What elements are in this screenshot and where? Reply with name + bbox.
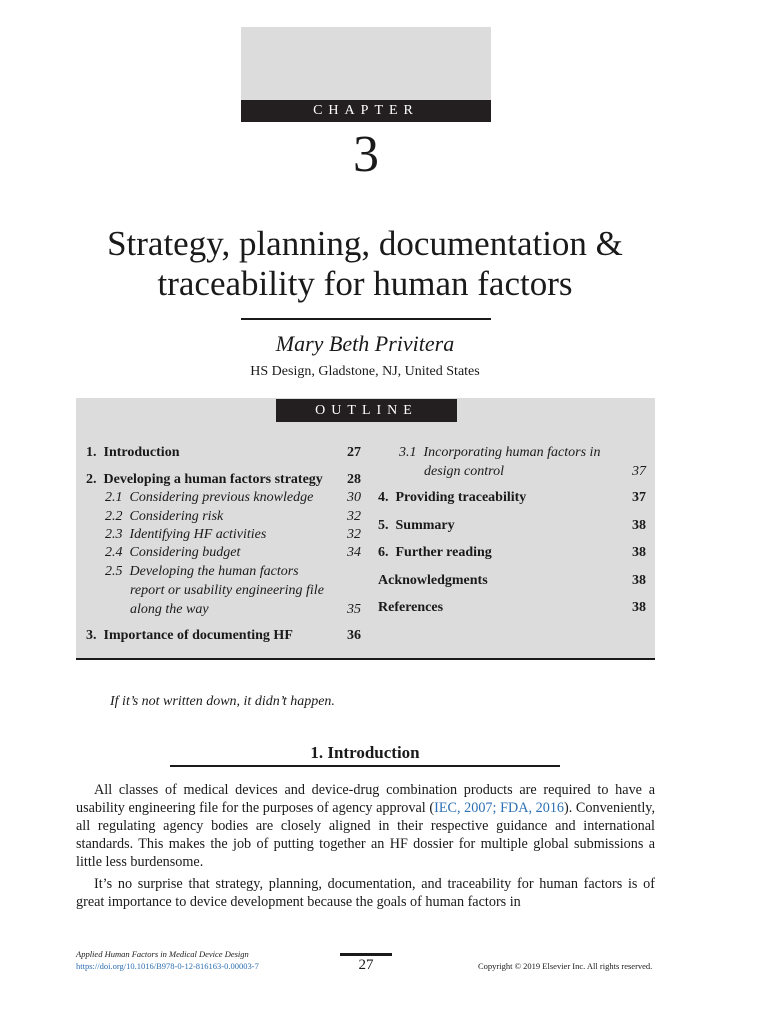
toc-item-documenting-hf[interactable] [86, 627, 361, 645]
body-paragraph-1 [76, 781, 655, 871]
toc-label: Developing a human factors strategy [103, 472, 323, 487]
chapter-header-block [241, 27, 491, 100]
chapter-number: 3 [353, 126, 379, 183]
outline-label: OUTLINE [276, 399, 457, 422]
toc-number: 2.5 [105, 564, 123, 579]
toc-label: Importance of documenting HF [103, 628, 293, 643]
toc-label-line-1: Incorporating human factors in [423, 445, 601, 460]
toc-number: 4. [378, 490, 389, 505]
toc-page: 34 [347, 545, 361, 560]
toc-label-line-1: Developing the human factors [129, 564, 299, 579]
toc-item-summary[interactable] [378, 517, 646, 535]
toc-item-references[interactable] [378, 599, 646, 617]
toc-page: 32 [347, 509, 361, 524]
epigraph: If it’s not written down, it didn’t happen. [110, 694, 335, 709]
toc-label: References [378, 600, 444, 615]
toc-label: Considering risk [129, 509, 224, 524]
toc-item-previous-knowledge[interactable] [105, 489, 361, 507]
title-line-2: traceability for human factors [157, 264, 573, 303]
toc-label: Further reading [395, 545, 492, 560]
toc-label: Providing traceability [395, 490, 527, 505]
toc-number: 2.4 [105, 545, 123, 560]
toc-page: 37 [632, 490, 646, 505]
toc-number: 2. [86, 472, 97, 487]
toc-page: 32 [347, 527, 361, 542]
toc-number: 2.2 [105, 509, 123, 524]
title-line-1: Strategy, planning, documentation & [107, 224, 623, 263]
toc-number: 3.1 [399, 445, 417, 460]
toc-number: 6. [378, 545, 389, 560]
toc-item-budget[interactable] [105, 544, 361, 562]
toc-number: 2.1 [105, 490, 123, 505]
toc-page: 37 [632, 464, 646, 479]
title-divider [241, 318, 491, 320]
toc-page: 27 [347, 445, 361, 460]
toc-number: 1. [86, 445, 97, 460]
toc-page: 36 [347, 628, 361, 643]
toc-number: 3. [86, 628, 97, 643]
toc-number: 5. [378, 518, 389, 533]
paragraph-text: All classes of medical devices and device-drug combination products are required to have a usability engineering file for the purposes of agency approval ( [76, 782, 655, 816]
toc-label: Identifying HF activities [129, 527, 267, 542]
chapter-title [40, 224, 690, 304]
toc-label: Introduction [103, 445, 180, 460]
chapter-label: CHAPTER [241, 100, 491, 122]
footer-page-number: 27 [358, 957, 374, 973]
toc-page: 38 [632, 545, 646, 560]
toc-item-design-control[interactable] [399, 444, 646, 482]
toc-item-usability-file[interactable] [105, 563, 361, 619]
toc-item-introduction[interactable] [86, 444, 361, 462]
toc-item-acknowledgments[interactable] [378, 572, 646, 590]
footer-page-rule [340, 953, 392, 956]
toc-number: 2.3 [105, 527, 123, 542]
toc-page: 35 [347, 602, 361, 617]
toc-label: Considering previous knowledge [129, 490, 314, 505]
section-heading-rule [170, 765, 560, 767]
citation-link[interactable]: IEC, 2007; FDA, 2016 [434, 800, 565, 816]
footer-doi-link[interactable]: https://doi.org/10.1016/B978-0-12-816163-0.00003-7 [76, 961, 259, 971]
toc-item-strategy[interactable] [86, 471, 361, 489]
toc-item-further-reading[interactable] [378, 544, 646, 562]
toc-label-line-2: report or usability engineering file [130, 583, 324, 598]
toc-page: 38 [632, 518, 646, 533]
footer-book-title: Applied Human Factors in Medical Device Design [76, 949, 249, 959]
toc-item-traceability[interactable] [378, 489, 646, 507]
toc-item-risk[interactable] [105, 508, 361, 526]
toc-label-line-3: along the way [130, 602, 209, 617]
author-name: Mary Beth Privitera [275, 331, 455, 356]
toc-label: Considering budget [129, 545, 241, 560]
toc-label: Summary [395, 518, 455, 533]
toc-page: 38 [632, 573, 646, 588]
toc-page: 28 [347, 472, 361, 487]
toc-item-hf-activities[interactable] [105, 526, 361, 544]
toc-label-line-2: design control [424, 464, 504, 479]
toc-page: 38 [632, 600, 646, 615]
toc-label: Acknowledgments [378, 573, 488, 588]
section-heading-introduction: 1. Introduction [310, 743, 420, 762]
footer-copyright: Copyright © 2019 Elsevier Inc. All rights reserved. [478, 961, 653, 971]
paragraph-text: ). Conveniently, all regulating agency bodies are closely aligned in their respective guidance and international standards. This makes the job of putting together an HF dossier for multiple global submissions a little less burdensome. [76, 800, 656, 870]
toc-page: 30 [347, 490, 361, 505]
author-affiliation: HS Design, Gladstone, NJ, United States [250, 364, 480, 379]
body-paragraph-2: It’s no surprise that strategy, planning, documentation, and traceability for human factors is of great importance to device development because the goals of human factors in [76, 876, 655, 910]
